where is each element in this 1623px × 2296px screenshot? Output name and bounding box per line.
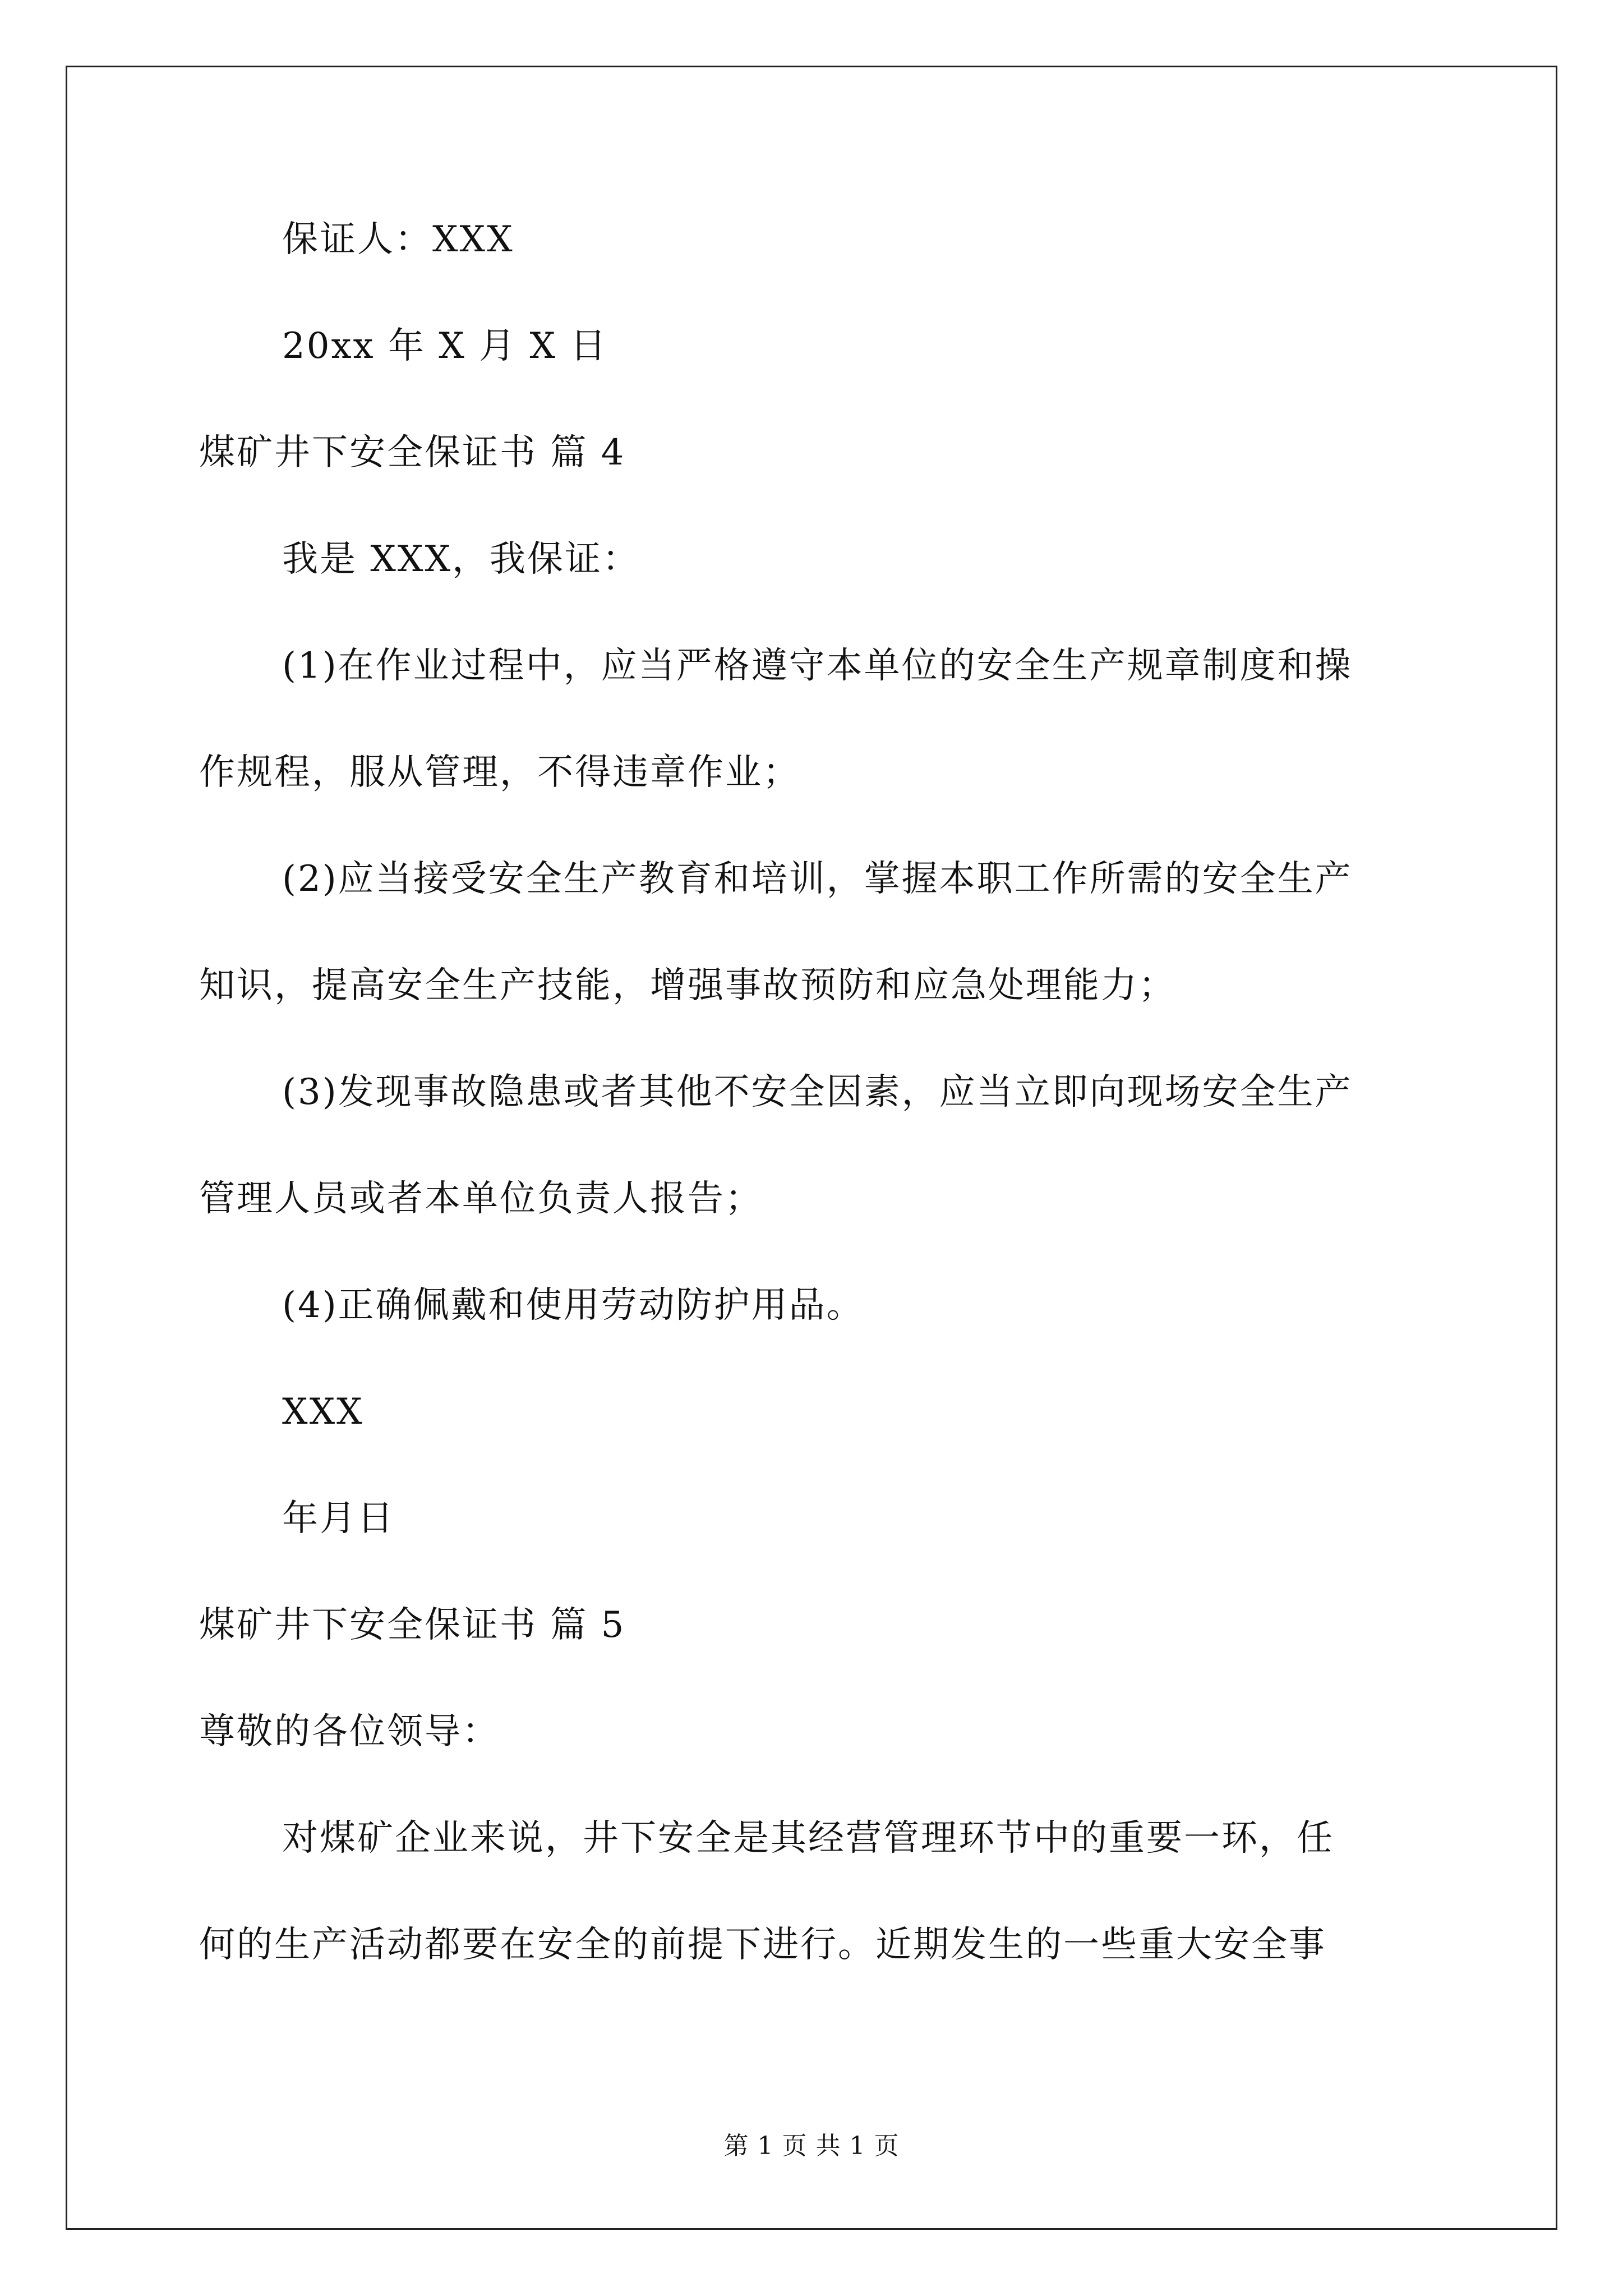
salutation: 尊敬的各位领导： — [199, 1711, 500, 1752]
body-paragraph-line-2: 何的生产活动都要在安全的前提下进行。近期发生的一些重大安全事 — [199, 1924, 1326, 1966]
body-paragraph-line-1: 对煤矿企业来说，井下安全是其经营管理环节中的重要一环，任 — [282, 1818, 1334, 1859]
signer-line: 保证人：XXX — [282, 219, 514, 260]
pledge-item-3-line-1: (3)发现事故隐患或者其他不安全因素，应当立即向现场安全生产 — [282, 1071, 1353, 1113]
pledge-item-2-line-1: (2)应当接受安全生产教育和培训，掌握本职工作所需的安全生产 — [282, 858, 1353, 900]
document-body — [199, 219, 1433, 1966]
page-number-footer: 第 1 页 共 1 页 — [723, 2132, 900, 2160]
signature-line: XXX — [282, 1391, 364, 1433]
pledge-item-2-line-2: 知识，提高安全生产技能，增强事故预防和应急处理能力； — [199, 965, 1176, 1006]
pledge-intro: 我是 XXX，我保证： — [282, 539, 640, 580]
signature-date-line: 年月日 — [282, 1498, 395, 1539]
section-heading-4: 煤矿井下安全保证书 篇 4 — [199, 432, 626, 473]
pledge-item-1-line-2: 作规程，服从管理，不得违章作业； — [199, 752, 800, 793]
pledge-item-1-line-1: (1)在作业过程中，应当严格遵守本单位的安全生产规章制度和操 — [282, 645, 1353, 687]
section-heading-5: 煤矿井下安全保证书 篇 5 — [199, 1604, 626, 1646]
pledge-item-3-line-2: 管理人员或者本单位负责人报告； — [199, 1178, 763, 1220]
pledge-item-4: (4)正确佩戴和使用劳动防护用品。 — [282, 1285, 864, 1326]
date-line: 20xx 年 X 月 X 日 — [282, 325, 608, 367]
